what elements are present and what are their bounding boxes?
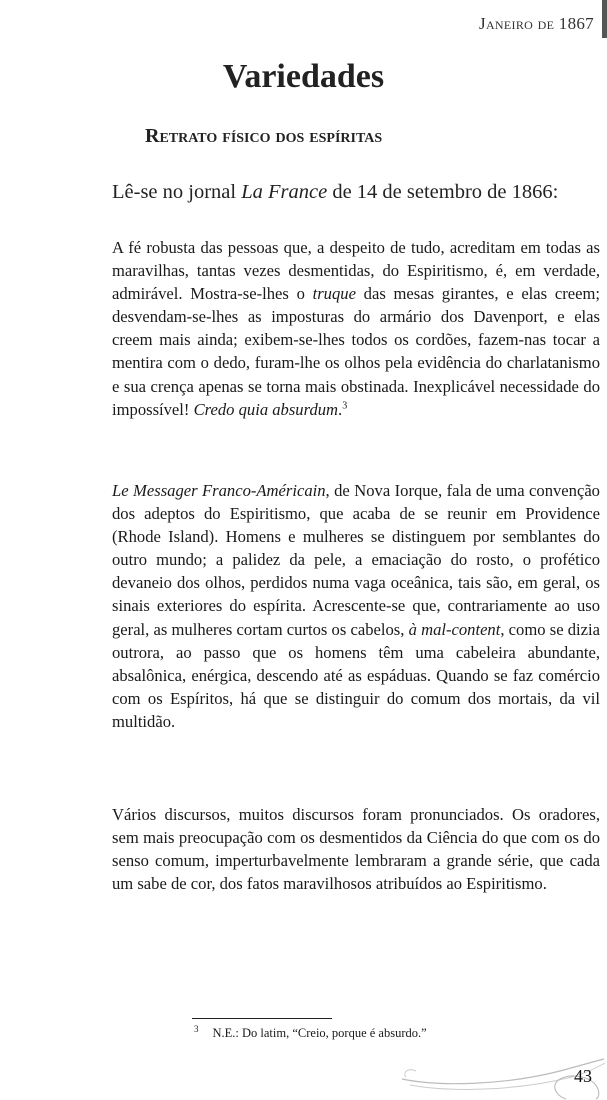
intro-date: de 14 de setembro de 1866:: [327, 181, 559, 203]
paragraph-1-text: das mesas girantes, e elas creem; desvendam-se-lhes as imposturas do armário dos Davenport, e elas creem mais ainda; exibem-se-lhes todos os cordões, fazem-nas tocar a mentira com o dedo, furam-lhe os olhos pela evidência do charlatanismo e sua crença apenas se torna mais obstinada. Inexplicável necessidade do impossível!: [112, 284, 600, 419]
paragraph-1: [112, 236, 600, 421]
newspaper-name: Le Messager Franco-Américain: [112, 481, 326, 500]
latin-quote: Credo quia absurdum: [193, 399, 339, 419]
footnote-divider: [192, 1018, 332, 1019]
intro-text: Lê-se no jornal: [112, 181, 242, 203]
header-edge-bar: [602, 0, 607, 38]
paragraph-2: [112, 479, 600, 733]
page-number: 43: [574, 1066, 592, 1086]
footnote-number: 3: [194, 1024, 199, 1034]
paragraph-2-text: , como se dizia outrora, ao passo que os homens têm uma cabeleira abundante, absalônica, enérgica, descendo até as espáduas. Quando se faz comércio com os Espíritos, há que se distinguir do comum dos mortais, da vil multidão.: [112, 619, 601, 731]
paragraph-3: Vários discursos, muitos discursos foram pronunciados. Os oradores, sem mais preocupação com os desmentidos da Ciência do que com os do senso comum, imperturbavelmente lembraram a grande série, que cada um sabe de cor, dos fatos maravilhosos atribuídos ao Espiritismo.: [112, 805, 600, 894]
italic-term: à mal-content: [408, 619, 501, 639]
paragraph-2-text: , de Nova Iorque, fala de uma convenção dos adeptos do Espiritismo, que acaba de se reunir em Providence (Rhode Island). Homens e mulheres se distinguem por semblantes do outro mundo; a palidez da pele, a emaciação do rosto, o profético devaneio dos olhos, perdidos numa vaga oceânica, tais são, em geral, os sinais exteriores do espírita. Acrescente-se que, contrariamente ao uso geral, as mulheres cortam curtos os cabelos,: [112, 481, 600, 639]
paragraph-1-text: .: [338, 399, 343, 419]
chapter-title: Variedades: [222, 58, 385, 95]
newspaper-name: La France: [241, 181, 328, 203]
footnote-reference[interactable]: 3: [342, 400, 348, 412]
intro-line: [112, 181, 587, 204]
paragraph-1-text: A fé robusta das pessoas que, a despeito de tudo, acreditam em todas as maravilhas, tantas vezes desmentidas, do Espiritismo, é, em verdade, admirável. Mostra-se-lhes o: [112, 238, 600, 304]
running-header: Janeiro de 1867: [479, 14, 594, 33]
section-title: Retrato físico dos espíritas: [145, 125, 383, 147]
footnote: [194, 1024, 587, 1041]
footnote-text: N.E.: Do latim, “Creio, porque é absurdo.”: [212, 1026, 427, 1041]
italic-term: truque: [312, 284, 356, 304]
